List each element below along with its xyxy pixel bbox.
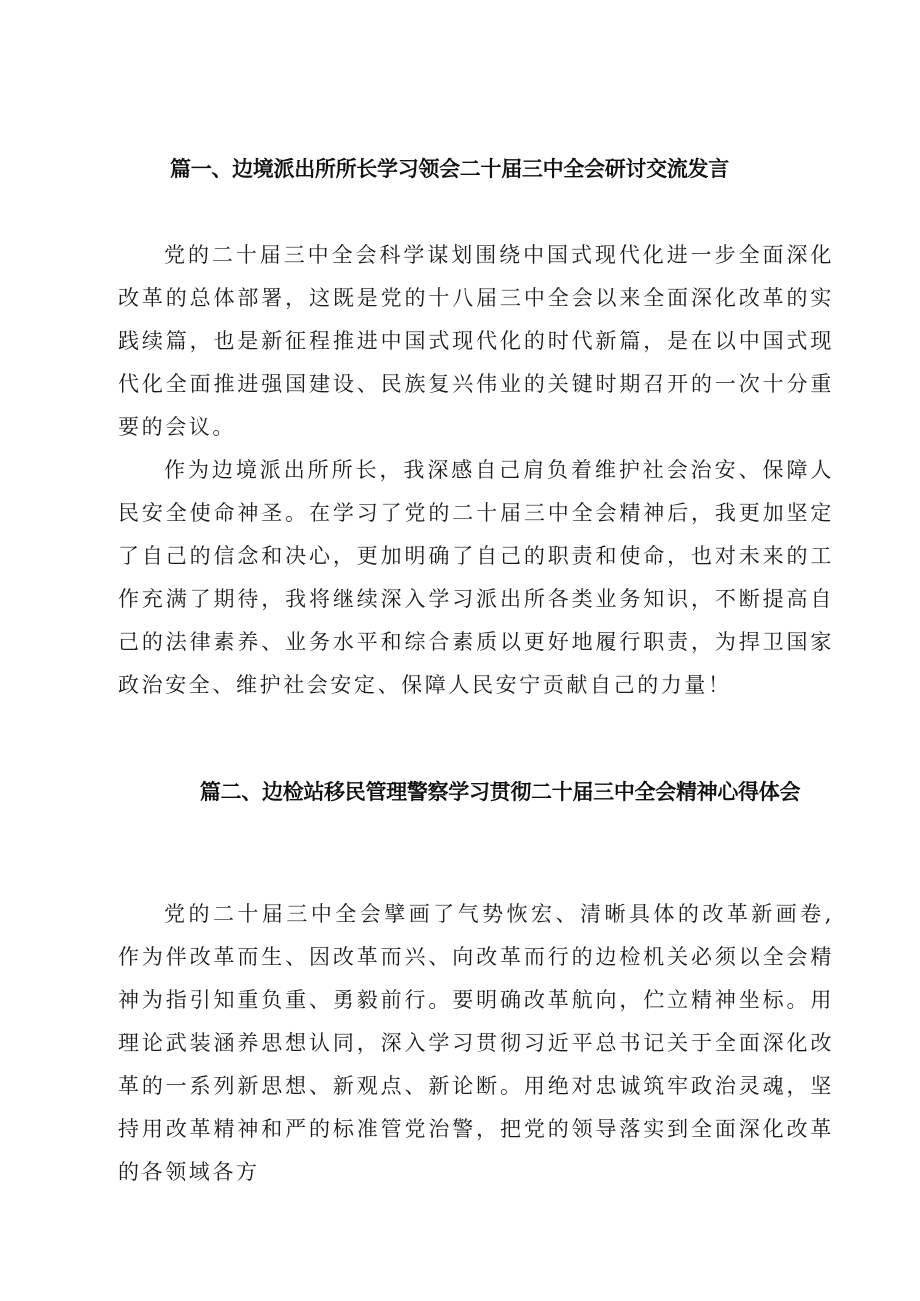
section1-paragraph-1: 党的二十届三中全会科学谋划围绕中国式现代化进一步全面深化改革的总体部署，这既是党的十八届三中全会以来全面深化改革的实践续篇，也是新征程推进中国式现代化的时代新篇，是在以中国式现代化全面推进强国建设、民族复兴伟业的关键时期召开的一次十分重要的会议。 [118, 243, 834, 439]
section2-paragraph-1: 党的二十届三中全会擘画了气势恢宏、清晰具体的改革新画卷,作为伴改革而生、因改革而兴、向改革而行的边检机关必须以全会精神为指引知重负重、勇毅前行。要明确改革航向，伫立精神坐标。用理论武装涵养思想认同，深入学习贯彻习近平总书记关于全面深化改革的一系列新思想、新观点、新论断。用绝对忠诚筑牢政治灵魂，坚持用改革精神和严的标准管党治警，把党的领导落实到全面深化改革的各领域各方 [118, 902, 834, 1184]
section1-paragraph-2: 作为边境派出所所长，我深感自己肩负着维护社会治安、保障人民安全使命神圣。在学习了党的二十届三中全会精神后，我更加坚定了自己的信念和决心，更加明确了自己的职责和使命，也对未来的工作充满了期待，我将继续深入学习派出所各类业务知识，不断提高自己的法律素养、业务水平和综合素质以更好地履行职责，为捍卫国家政治安全、维护社会安定、保障人民安宁贡献自己的力量！ [118, 458, 834, 697]
section2-heading: 篇二、边检站移民管理警察学习贯彻二十届三中全会精神心得体会 [199, 780, 801, 804]
section1-heading: 篇一、边境派出所所长学习领会二十届三中全会研讨交流发言 [170, 157, 729, 181]
